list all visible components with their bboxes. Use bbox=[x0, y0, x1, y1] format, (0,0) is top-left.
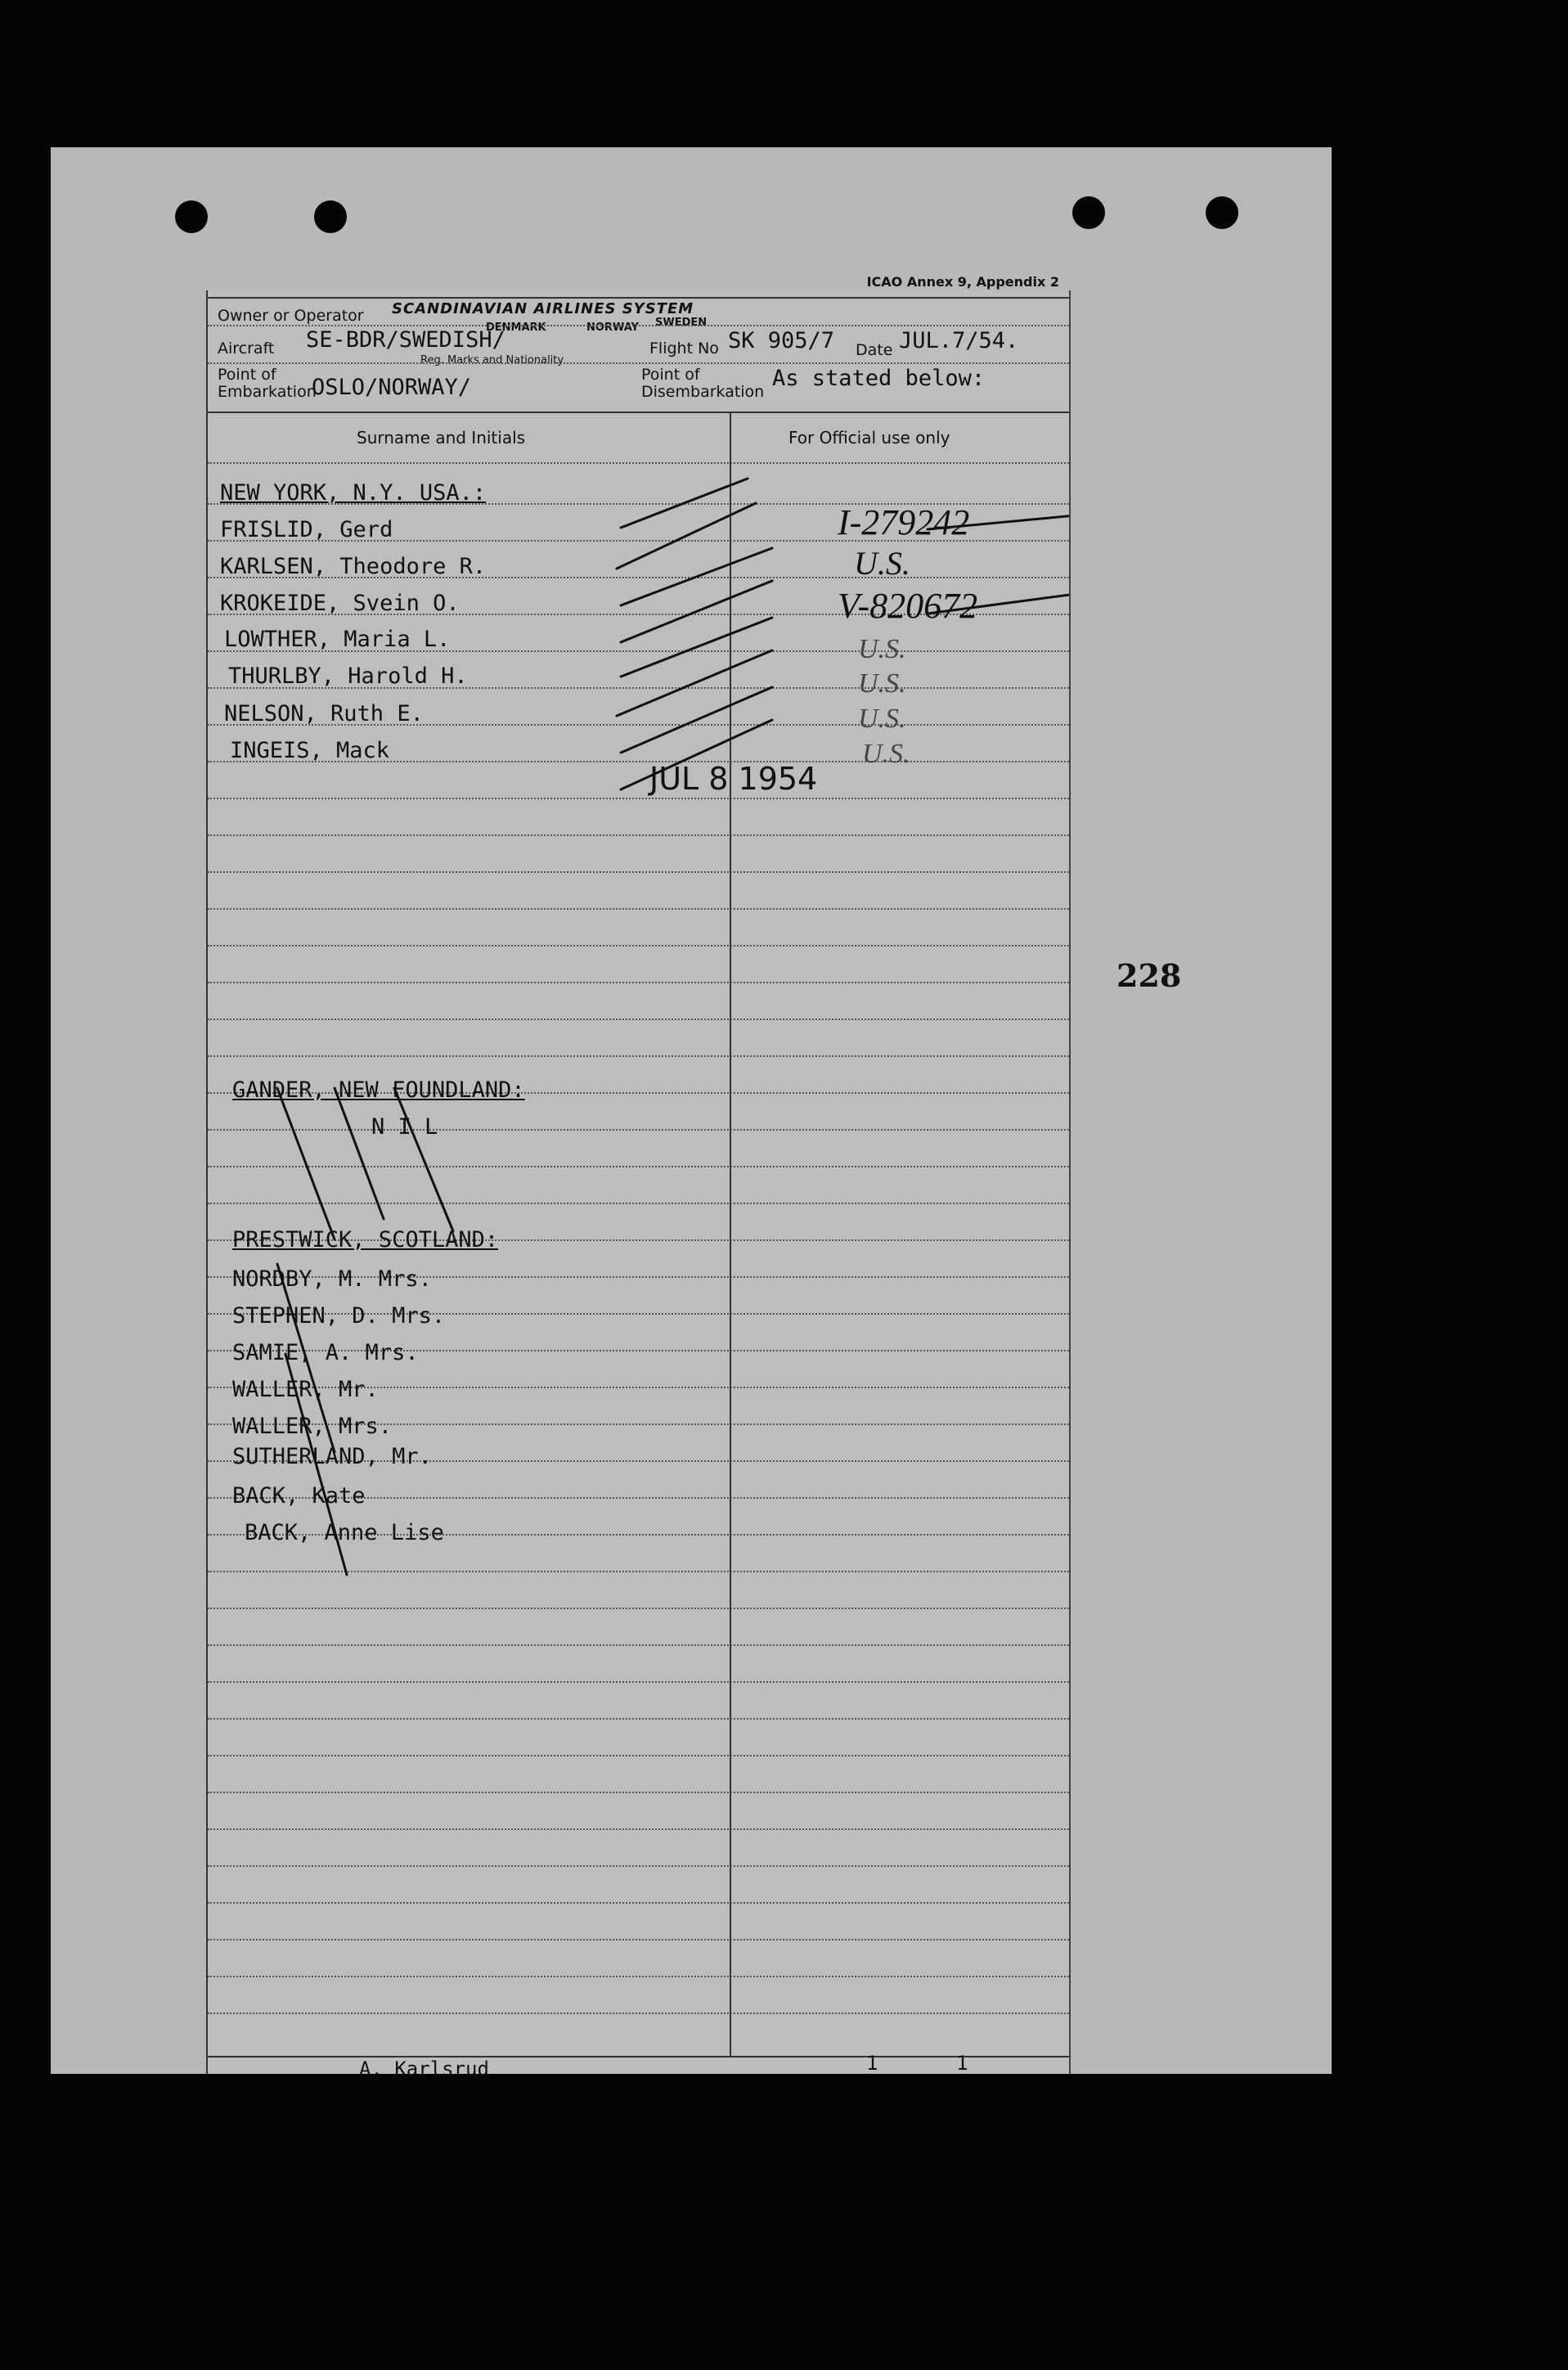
form-reference: ICAO Annex 9, Appendix 2 bbox=[866, 274, 1059, 290]
check-stroke bbox=[928, 511, 1069, 529]
check-stroke bbox=[621, 687, 772, 753]
official-note: I-279242 bbox=[838, 502, 970, 542]
passenger-name: NELSON, Ruth E. bbox=[224, 701, 424, 726]
country-denmark: DENMARK bbox=[486, 322, 546, 334]
passenger-name: BACK, Anne Lise bbox=[245, 1520, 444, 1545]
embark-label-2: Embarkation bbox=[218, 383, 317, 401]
passenger-name: WALLER, Mr. bbox=[232, 1377, 379, 1402]
check-stroke bbox=[621, 479, 748, 528]
official-note: U.S. bbox=[862, 739, 910, 769]
official-note: U.S. bbox=[858, 668, 906, 699]
passenger-name: N I L bbox=[371, 1114, 438, 1140]
passenger-manifest-form bbox=[206, 274, 1071, 2080]
disembark-label-1: Point of bbox=[641, 366, 700, 384]
passenger-name: WALLER, Mrs. bbox=[232, 1414, 393, 1439]
punch-hole bbox=[1072, 196, 1105, 229]
destination-heading: PRESTWICK, SCOTLAND: bbox=[232, 1227, 499, 1252]
passenger-name: STEPHEN, D. Mrs. bbox=[232, 1303, 446, 1329]
official-note: V-820672 bbox=[838, 586, 978, 626]
check-stroke bbox=[928, 585, 1069, 614]
strike-stroke bbox=[335, 1088, 384, 1219]
punch-hole bbox=[175, 200, 208, 233]
signature-line: A. Karlsrud bbox=[359, 2057, 489, 2080]
footer-mark: 1 bbox=[866, 2052, 878, 2075]
strike-stroke bbox=[285, 1354, 347, 1575]
strike-stroke bbox=[394, 1088, 453, 1231]
official-note: U.S. bbox=[858, 634, 906, 664]
owner-label: Owner or Operator bbox=[218, 307, 364, 325]
passenger-name: THURLBY, Harold H. bbox=[228, 663, 468, 689]
passenger-name: INGEIS, Mack bbox=[230, 738, 390, 763]
passenger-name: SUTHERLAND, Mr. bbox=[232, 1444, 432, 1469]
embark-label-1: Point of bbox=[218, 366, 276, 384]
embark-value: OSLO/NORWAY/ bbox=[312, 375, 472, 400]
date-received-stamp: JUL 8 1954 bbox=[649, 761, 818, 797]
flight-label: Flight No bbox=[649, 340, 719, 358]
destination-heading: NEW YORK, N.Y. USA.: bbox=[220, 480, 487, 506]
passenger-name: FRISLID, Gerd bbox=[220, 517, 393, 542]
punch-hole bbox=[314, 200, 347, 233]
official-note: U.S. bbox=[858, 704, 906, 734]
country-sweden: SWEDEN bbox=[655, 317, 708, 329]
official-note: U.S. bbox=[854, 545, 910, 582]
check-stroke bbox=[621, 720, 772, 789]
footer-mark: 1 bbox=[956, 2052, 968, 2075]
destination-heading: GANDER, NEW FOUNDLAND: bbox=[232, 1077, 525, 1103]
flight-value: SK 905/7 bbox=[728, 328, 835, 353]
disembark-label-2: Disembarkation bbox=[641, 383, 765, 401]
page-number: 228 bbox=[1116, 957, 1182, 994]
passenger-name: SAMIE, A. Mrs. bbox=[232, 1340, 419, 1365]
country-norway: NORWAY bbox=[586, 322, 639, 334]
handwritten-check-marks bbox=[208, 290, 1069, 2074]
aircraft-value: SE-BDR/SWEDISH/ bbox=[306, 327, 505, 353]
passenger-name: BACK, Kate bbox=[232, 1483, 366, 1509]
check-stroke bbox=[621, 581, 772, 642]
aircraft-label: Aircraft bbox=[218, 340, 275, 358]
document-sheet bbox=[51, 147, 1332, 2080]
passenger-name: KROKEIDE, Svein O. bbox=[220, 591, 460, 616]
passenger-name: KARLSEN, Theodore R. bbox=[220, 554, 487, 579]
passenger-name: LOWTHER, Maria L. bbox=[224, 627, 451, 652]
reg-marks-label: Reg. Marks and Nationality bbox=[420, 354, 564, 367]
date-value: JUL.7/54. bbox=[899, 328, 1019, 353]
check-stroke bbox=[621, 618, 772, 677]
date-label: Date bbox=[856, 341, 893, 359]
disembark-value: As stated below: bbox=[772, 366, 986, 391]
passenger-name: NORDBY, M. Mrs. bbox=[232, 1266, 432, 1292]
owner-value: SCANDINAVIAN AIRLINES SYSTEM bbox=[392, 300, 694, 317]
column-header-names: Surname and Initials bbox=[357, 428, 526, 447]
check-stroke bbox=[617, 650, 772, 716]
punch-hole bbox=[1206, 196, 1238, 229]
strike-stroke bbox=[277, 1088, 335, 1239]
check-stroke bbox=[617, 503, 756, 569]
column-header-official: For Official use only bbox=[788, 428, 950, 447]
